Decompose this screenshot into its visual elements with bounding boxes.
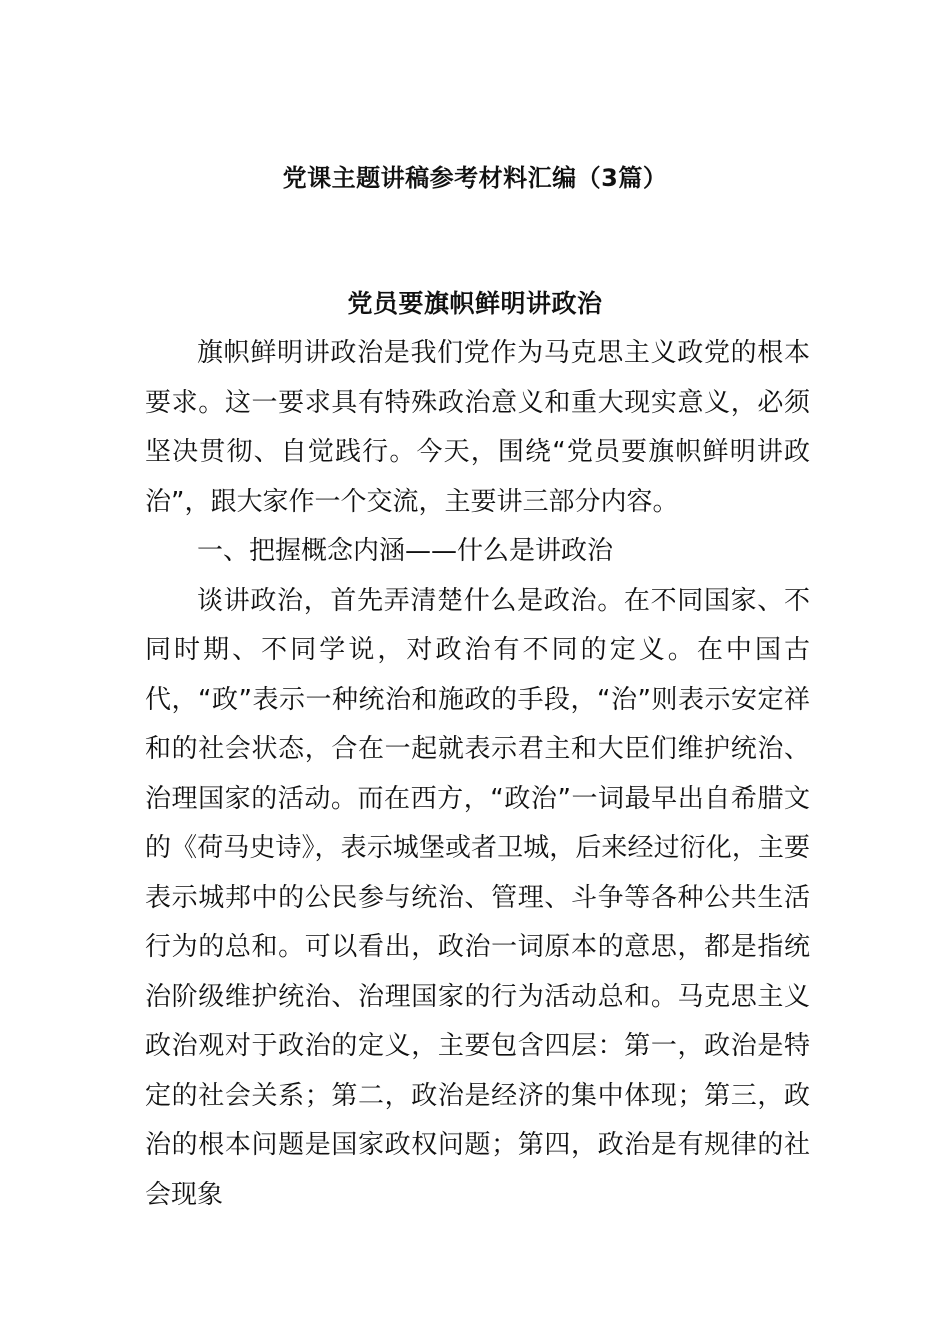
document-body (145, 329, 810, 1220)
section-title: 党员要旗帜鲜明讲政治 (347, 289, 603, 318)
paragraph-intro: 旗帜鲜明讲政治是我们党作为马克思主义政党的根本要求。这一要求具有特殊政治意义和重大现实意义，必须坚决贯彻、自觉践行。今天，围绕“党员要旗帜鲜明讲政治”，跟大家作一个交流，主要讲三部分内容。 (145, 338, 810, 517)
paragraph-definition: 谈讲政治，首先弄清楚什么是政治。在不同国家、不同时期、不同学说，对政治有不同的定义。在中国古代，“政”表示一种统治和施政的手段，“治”则表示安定祥和的社会状态，合在一起就表示君主和大臣们维护统治、治理国家的活动。而在西方，“政治”一词最早出自希腊文的《荷马史诗》，表示城堡或者卫城，后来经过衍化，主要表示城邦中的公民参与统治、管理、斗争等各种公共生活行为的总和。可以看出，政治一词原本的意思，都是指统治阶级维护统治、治理国家的行为活动总和。马克思主义政治观对于政治的定义，主要包含四层：第一，政治是特定的社会关系；第二，政治是经济的集中体现；第三，政治的根本问题是国家政权问题；第四，政治是有规律的社会现象 (145, 585, 810, 1210)
paragraph-heading-1: 一、把握概念内涵——什么是讲政治 (197, 536, 614, 566)
document-title: 党课主题讲稿参考材料汇编（3篇） (282, 164, 668, 192)
